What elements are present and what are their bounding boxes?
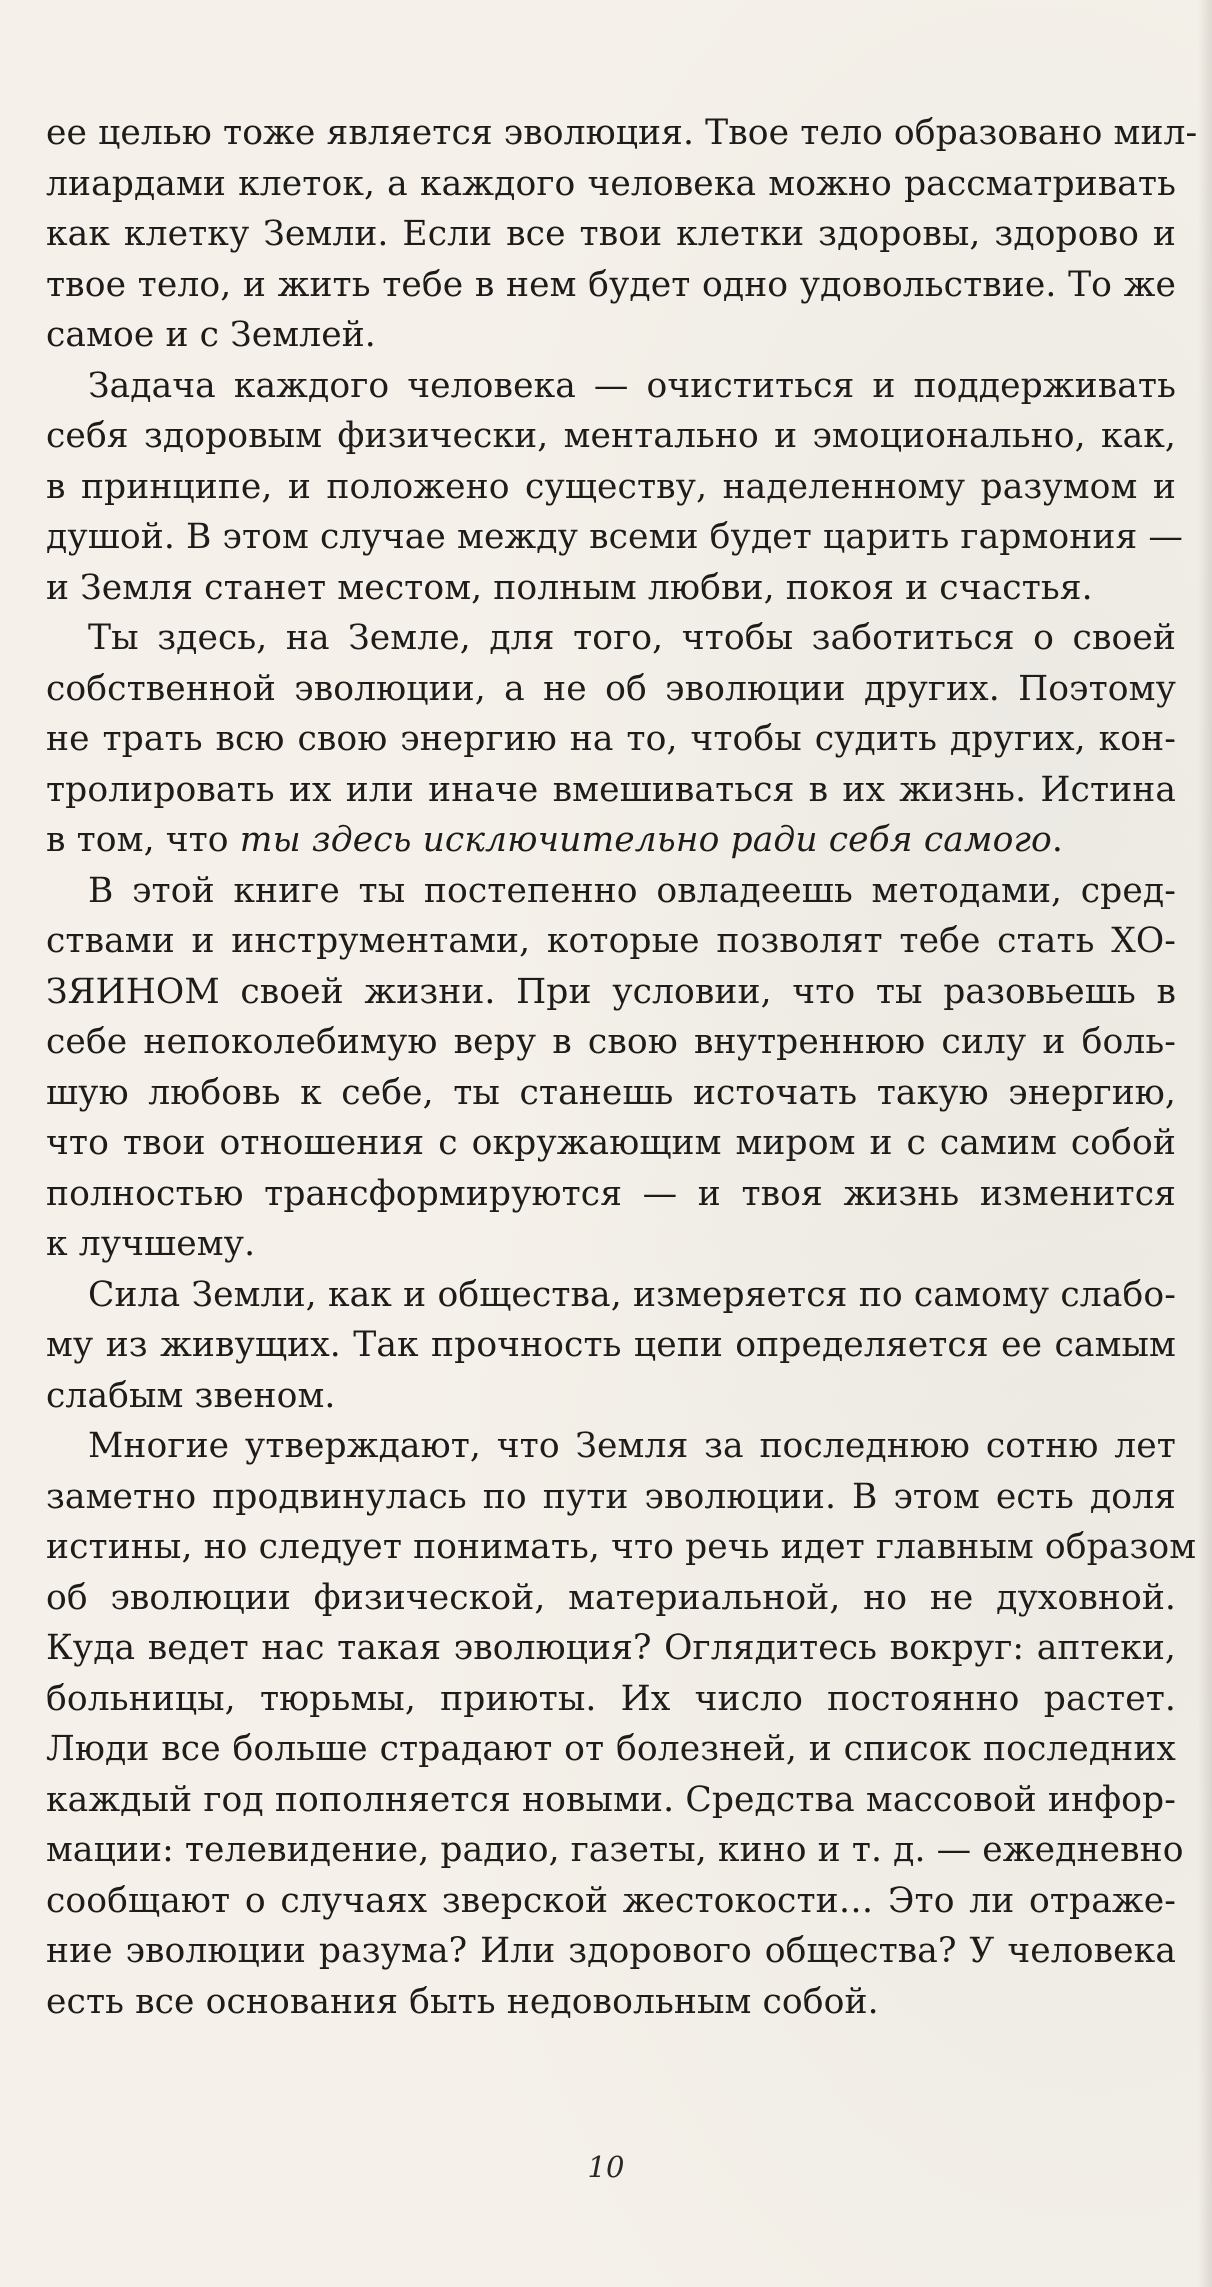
text-line: самое и с Землей. [46, 315, 376, 355]
text-line: ЗЯИНОМ своей жизни. При условии, что ты разовьешь в [46, 971, 1176, 1012]
text-line: к лучшему. [46, 1224, 256, 1264]
paragraph-1 [46, 108, 1198, 361]
text-line: му из живущих. Так прочность цепи определяется ее самым [46, 1325, 1176, 1365]
text-line: ее целью тоже является эволюция. Твое тело образовано мил- [46, 113, 1198, 153]
text-line: тролировать их или иначе вмешиваться в их жизнь. Истина [46, 769, 1176, 810]
text-line: мации: телевидение, радио, газеты, кино и т. д. — ежедневно [46, 1830, 1184, 1870]
text-line: В этой книге ты постепенно овладеешь методами, сред- [88, 870, 1176, 911]
page-number: 10 [587, 2150, 625, 2184]
text-line: в принципе, и положено существу, наделенному разумом и [46, 466, 1176, 507]
text-line: Куда ведет нас такая эволюция? Оглядитесь вокруг: аптеки, [46, 1628, 1176, 1668]
text-line: Сила Земли, как и общества, измеряется по самому слабо- [88, 1274, 1176, 1315]
text-line: Многие утверждают, что Земля за последнюю сотню лет [88, 1426, 1176, 1466]
text-line: истины, но следует понимать, что речь идет главным образом [46, 1527, 1197, 1567]
text-plain: в том, что [46, 820, 240, 860]
text-line: шую любовь к себе, ты станешь источать такую энергию, [46, 1072, 1176, 1113]
text-line: ствами и инструментами, которые позволят тебе стать ХО- [46, 921, 1176, 961]
body-text [46, 108, 1198, 2027]
paragraph-6 [46, 1421, 1197, 2027]
text-line: и Земля станет местом, полным любви, покоя и счастья. [46, 567, 1093, 608]
text-line: Люди все больше страдают от болезней, и список последних [46, 1729, 1176, 1769]
text-plain: . [1051, 820, 1063, 860]
text-line: слабым звеном. [46, 1375, 336, 1416]
text-line: об эволюции физической, материальной, но не духовной. [46, 1577, 1176, 1618]
text-line: себе непоколебимую веру в свою внутреннюю силу и боль- [46, 1022, 1176, 1062]
text-line: что твои отношения с окружающим миром и с самим собой [46, 1123, 1176, 1163]
text-line: заметно продвинулась по пути эволюции. В этом есть доля [46, 1476, 1176, 1517]
paragraph-4 [46, 866, 1176, 1270]
text-line: себя здоровым физически, ментально и эмоционально, как, [46, 416, 1176, 456]
paragraph-3 [46, 613, 1176, 866]
text-line: как клетку Земли. Если все твои клетки здоровы, здорово и [46, 214, 1176, 254]
text-line-with-emphasis [46, 815, 1176, 866]
text-line: Ты здесь, на Земле, для того, чтобы заботиться о своей [88, 618, 1176, 658]
text-line: сообщают о случаях зверской жестокости… Это ли отраже- [46, 1880, 1176, 1921]
text-line: не трать всю свою энергию на то, чтобы судить других, кон- [46, 719, 1176, 759]
page-edge-shadow [1198, 0, 1212, 2287]
text-line: собственной эволюции, а не об эволюции других. Поэтому [46, 668, 1176, 709]
text-line: лиардами клеток, а каждого человека можно рассматривать [46, 163, 1176, 204]
text-line: душой. В этом случае между всеми будет царить гармония — [46, 517, 1183, 557]
text-line: Задача каждого человека — очиститься и поддерживать [88, 365, 1176, 406]
text-line: твое тело, и жить тебе в нем будет одно удовольствие. То же [46, 264, 1176, 305]
text-line: полностью трансформируются — и твоя жизнь изменится [46, 1173, 1176, 1214]
text-line: больницы, тюрьмы, приюты. Их число постоянно растет. [46, 1678, 1176, 1719]
text-line: ние эволюции разума? Или здорового общества? У человека [46, 1931, 1176, 1971]
text-line: есть все основания быть недовольным собой. [46, 1981, 879, 2022]
paragraph-2 [46, 361, 1183, 614]
paragraph-5 [46, 1270, 1176, 1422]
text-line: каждый год пополняется новыми. Средства массовой инфор- [46, 1779, 1176, 1820]
emphasized-text: ты здесь исключительно ради себя самого [239, 820, 1052, 860]
